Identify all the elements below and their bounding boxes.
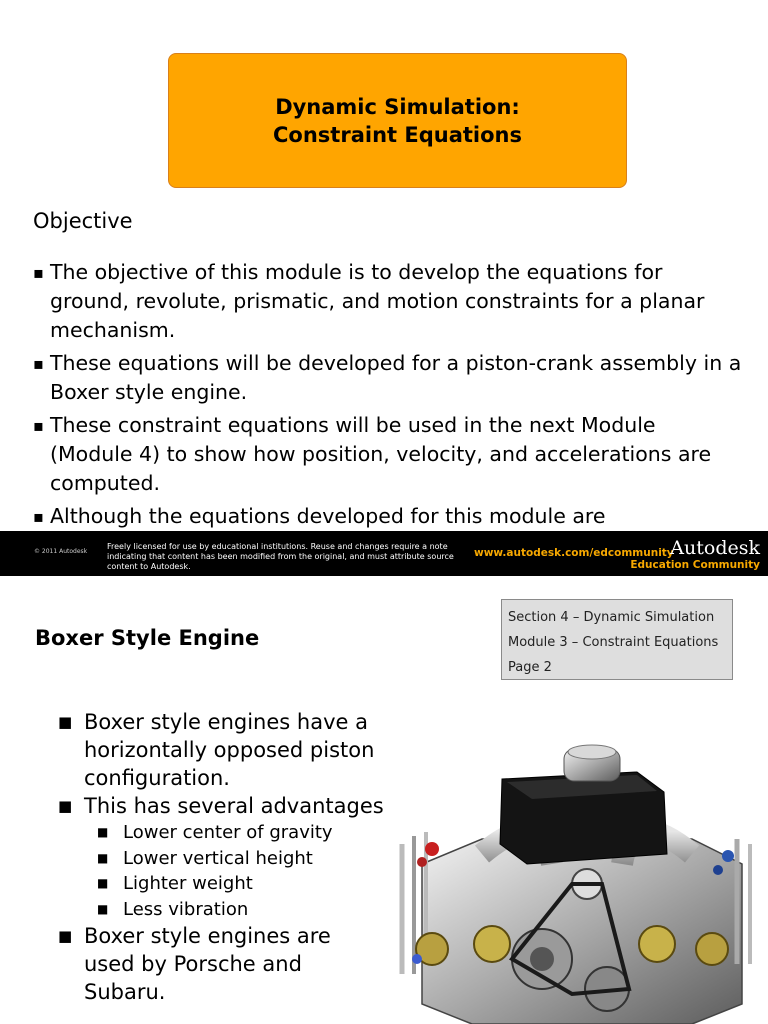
footer-copyright: © 2011 Autodesk: [34, 548, 88, 555]
bullet-icon: ■: [58, 927, 73, 945]
footer-bar: [0, 531, 768, 576]
list-item: [58, 922, 388, 1006]
list-item: [58, 708, 388, 792]
footer-license-text: Freely licensed for use by educational institutions. Reuse and changes require a note indicating that content has been modified from the original, and must attribute source content to Autodesk.: [107, 542, 454, 571]
sub-bullet-icon: ■: [97, 876, 109, 890]
sub-list-item: [84, 820, 388, 846]
bullet-icon: ■: [58, 713, 73, 731]
bullet-icon: ▪: [33, 507, 44, 526]
title-line-1: Dynamic Simulation:: [275, 94, 520, 119]
slide-title: Boxer Style Engine: [35, 626, 260, 650]
bullet-text: The objective of this module is to develop the equations for ground, revolute, prismatic, and motion constraints for a planar mechanism.: [50, 260, 705, 342]
sub-bullet-text: Lower center of gravity: [123, 822, 333, 843]
bullet-icon: ■: [58, 797, 73, 815]
bullet-text: This has several advantages: [84, 794, 384, 818]
bullet-text: These equations will be developed for a piston-crank assembly in a Boxer style engine.: [50, 351, 742, 404]
objective-bullet-list: [33, 258, 743, 535]
bullet-text: Boxer style engines are used by Porsche and Subaru.: [84, 924, 331, 1004]
module-line: Module 3 – Constraint Equations: [508, 635, 719, 650]
advantages-sublist: [84, 820, 388, 922]
page-line: Page 2: [508, 660, 552, 675]
sub-bullet-text: Lower vertical height: [123, 847, 313, 869]
bullet-text: These constraint equations will be used in the next Module (Module 4) to show how position, velocity, and accelerations are computed.: [50, 413, 712, 495]
brand-name: Autodesk: [670, 537, 760, 559]
bullet-text: Although the equations developed for this module are: [50, 504, 606, 528]
bullet-icon: ▪: [33, 263, 44, 282]
section-info-box: [501, 599, 733, 680]
sub-bullet-icon: ■: [97, 901, 109, 916]
sub-bullet-text: Less vibration: [123, 898, 249, 920]
boxer-engine-image: [392, 744, 768, 1024]
sub-bullet-icon: ■: [97, 850, 109, 865]
sub-bullet-text: Lighter weight: [123, 873, 253, 894]
brand-subtitle: Education Community: [630, 559, 760, 571]
bullet-icon: ▪: [33, 416, 44, 435]
engine-bullet-list: [58, 708, 388, 1006]
section-line: Section 4 – Dynamic Simulation: [508, 610, 715, 625]
list-item: [33, 349, 743, 407]
footer-url-link[interactable]: www.autodesk.com/edcommunity: [474, 547, 674, 559]
bullet-icon: ▪: [33, 354, 44, 373]
objective-heading: Objective: [33, 209, 133, 233]
bullet-text: Boxer style engines have a horizontally opposed piston configuration.: [84, 710, 375, 790]
title-box: [168, 53, 627, 188]
title-line-2: Constraint Equations: [273, 122, 522, 147]
autodesk-logo: [630, 537, 760, 571]
list-item: [33, 411, 743, 498]
list-item: [33, 258, 743, 345]
sub-list-item: [84, 846, 388, 872]
sub-list-item: [84, 871, 388, 897]
list-item: [33, 502, 743, 531]
sub-list-item: [84, 897, 388, 923]
slide-2: [0, 576, 768, 1024]
sub-bullet-icon: ■: [97, 825, 109, 839]
list-item: [58, 792, 388, 922]
